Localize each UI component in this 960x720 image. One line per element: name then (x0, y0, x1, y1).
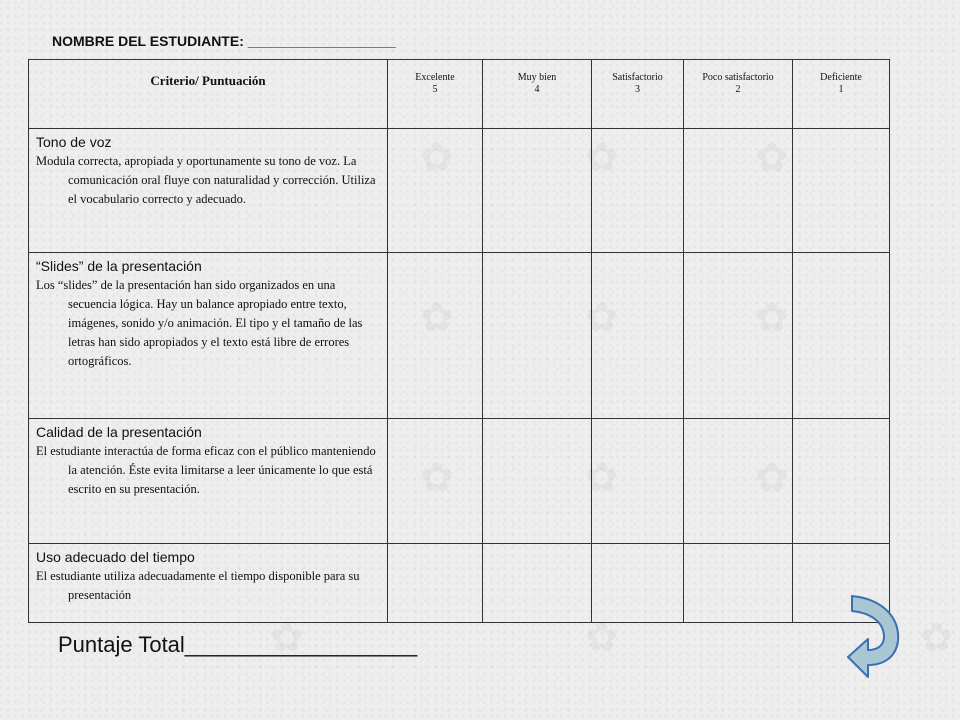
score-cell[interactable] (483, 544, 592, 623)
criterion-title: “Slides” de la presentación (36, 258, 202, 274)
criterion-title: Calidad de la presentación (36, 424, 202, 440)
score-cell[interactable] (388, 419, 483, 544)
rubric-table (28, 59, 890, 623)
criterion-cell (29, 419, 388, 544)
score-cell[interactable] (684, 419, 793, 544)
total-score-label: Puntaje Total___________________ (58, 632, 418, 657)
criterion-title: Tono de voz (36, 134, 112, 150)
table-row (29, 129, 890, 253)
column-header-deficiente (793, 60, 890, 129)
score-cell[interactable] (592, 253, 684, 419)
student-name-label: NOMBRE DEL ESTUDIANTE: ___________________ (52, 33, 396, 49)
table-row (29, 544, 890, 623)
criterion-description: Los “slides” de la presentación han sido organizados en una secuencia lógica. Hay un balance apropiado entre texto, imágenes, sonido y/o animación. El tipo y el tamaño de las letras han sido apropiados y el texto está libre de errores ortográficos. (36, 278, 363, 368)
column-header-satisfactorio (592, 60, 684, 129)
watermark-glyph (920, 615, 954, 661)
score-cell[interactable] (483, 419, 592, 544)
criterion-description: El estudiante utiliza adecuadamente el tiempo disponible para su presentación (36, 569, 360, 602)
column-label: Satisfactorio (612, 72, 663, 83)
score-cell[interactable] (793, 129, 890, 253)
score-cell[interactable] (684, 253, 793, 419)
column-header-muy-bien (483, 60, 592, 129)
criterion-description: El estudiante interactúa de forma eficaz con el público manteniendo la atención. Éste evita limitarse a leer únicamente lo que está escrito en su presentación. (36, 444, 376, 496)
curved-return-arrow-icon (846, 593, 902, 683)
table-row (29, 253, 890, 419)
column-score: 5 (432, 84, 438, 95)
header-row (29, 60, 890, 129)
score-cell[interactable] (793, 419, 890, 544)
column-label: Muy bien (517, 72, 557, 83)
score-cell[interactable] (388, 253, 483, 419)
column-score: 3 (635, 84, 640, 95)
score-cell[interactable] (388, 544, 483, 623)
table-row (29, 419, 890, 544)
criterion-cell (29, 253, 388, 419)
return-arrow-button[interactable] (846, 593, 902, 683)
score-cell[interactable] (684, 544, 793, 623)
score-cell[interactable] (793, 253, 890, 419)
score-cell[interactable] (483, 129, 592, 253)
criterion-cell (29, 544, 388, 623)
score-cell[interactable] (592, 129, 684, 253)
column-header-excelente (388, 60, 483, 129)
column-score: 4 (534, 84, 540, 95)
criterion-title: Uso adecuado del tiempo (36, 549, 195, 565)
column-header-poco-satisfactorio (684, 60, 793, 129)
score-cell[interactable] (592, 419, 684, 544)
column-score: 1 (838, 84, 844, 95)
column-score: 2 (735, 84, 741, 95)
score-cell[interactable] (483, 253, 592, 419)
criterion-cell (29, 129, 388, 253)
column-label: Deficiente (820, 72, 862, 83)
column-label: Excelente (415, 72, 455, 83)
score-cell[interactable] (684, 129, 793, 253)
column-label: Poco satisfactorio (702, 72, 774, 83)
score-cell[interactable] (388, 129, 483, 253)
criterion-description: Modula correcta, apropiada y oportunamente su tono de voz. La comunicación oral fluye con naturalidad y corrección. Utiliza el vocabulario correcto y adecuado. (36, 154, 376, 206)
criteria-header: Criterio/ Puntuación (29, 60, 388, 129)
score-cell[interactable] (592, 544, 684, 623)
